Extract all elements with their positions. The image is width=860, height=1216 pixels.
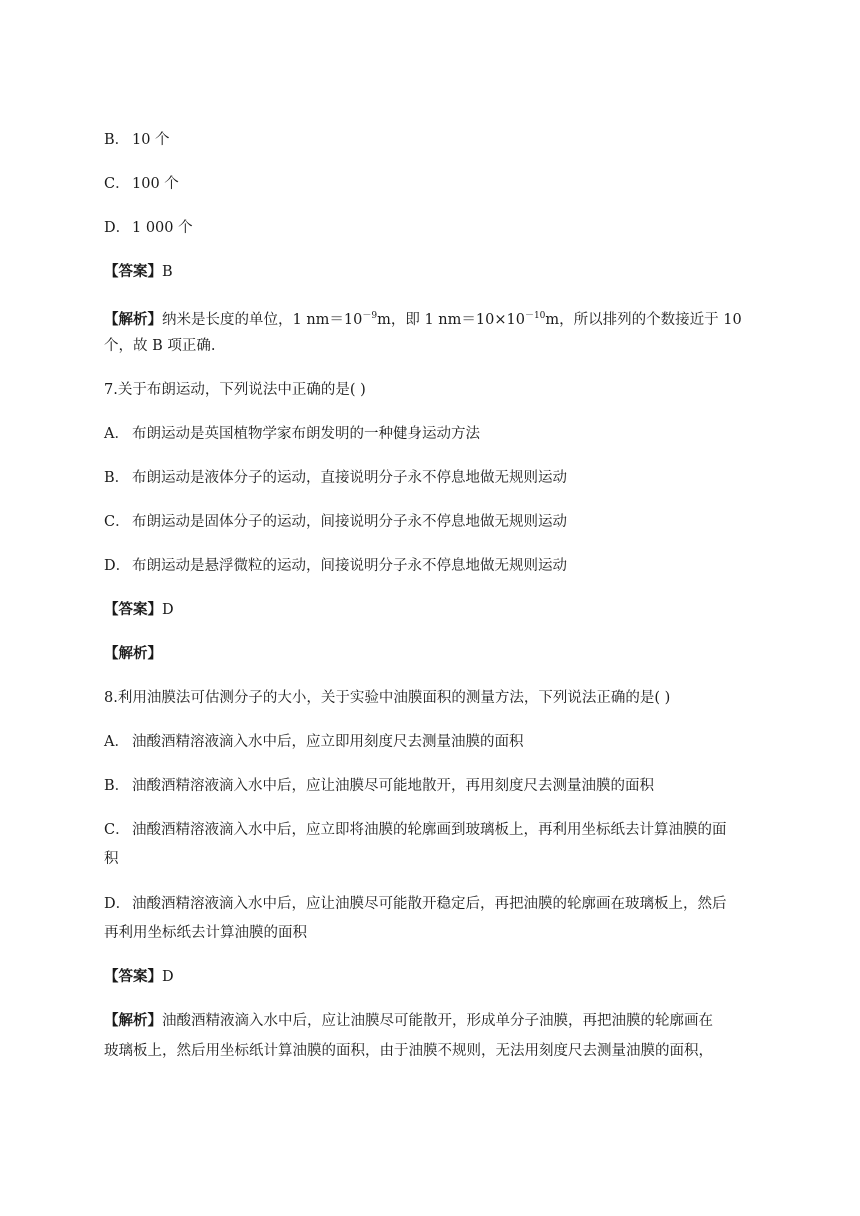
- option-letter: B．: [104, 470, 130, 486]
- option-letter: B．: [104, 778, 130, 794]
- option-text: 布朗运动是悬浮微粒的运动，间接说明分子永不停息地做无规则运动: [132, 558, 567, 574]
- analysis-text: m，即 1 nm＝10×10: [377, 312, 525, 328]
- option-text: 油酸酒精溶液滴入水中后，应立即用刻度尺去测量油膜的面积: [132, 734, 524, 750]
- q8-option-c-line1: [104, 820, 727, 840]
- option-letter: A．: [104, 734, 129, 750]
- q7-option-b: [104, 468, 567, 488]
- answer-label: 【答案】: [104, 968, 162, 985]
- option-text: 油酸酒精溶液滴入水中后，应让油膜尽可能散开稳定后，再把油膜的轮廓画在玻璃板上，然后: [132, 896, 727, 912]
- analysis-text: 油酸酒精液滴入水中后，应让油膜尽可能散开，形成单分子油膜，再把油膜的轮廓画在: [162, 1013, 713, 1029]
- option-text: 油酸酒精溶液滴入水中后，应立即将油膜的轮廓画到玻璃板上，再利用坐标纸去计算油膜的面: [132, 822, 727, 838]
- exponent: －9: [362, 311, 378, 321]
- option-letter: C．: [104, 514, 130, 530]
- q8-analysis-line1: [104, 1011, 713, 1031]
- q6-analysis-line1: [104, 306, 742, 330]
- analysis-text: m，所以排列的个数接近于 10: [545, 312, 742, 328]
- q7-analysis: [104, 644, 162, 664]
- q8-option-d-line1: [104, 894, 727, 914]
- answer-label: 【答案】: [104, 263, 162, 280]
- option-text: 布朗运动是固体分子的运动，间接说明分子永不停息地做无规则运动: [132, 514, 567, 530]
- answer-value: D: [162, 969, 174, 985]
- option-text: 100 个: [132, 176, 179, 192]
- option-letter: C．: [104, 176, 130, 192]
- q8-option-c-line2: 积: [104, 851, 119, 867]
- q7-answer: [104, 600, 174, 620]
- q8-option-d-line2: 再利用坐标纸去计算油膜的面积: [104, 925, 307, 941]
- q8-stem: 8.利用油膜法可估测分子的大小，关于实验中油膜面积的测量方法，下列说法正确的是( ): [104, 690, 671, 706]
- option-text: 1 000 个: [132, 220, 193, 236]
- q7-option-d: [104, 556, 567, 576]
- answer-label: 【答案】: [104, 601, 162, 618]
- option-letter: B．: [104, 132, 130, 148]
- q8-analysis-line2: 玻璃板上，然后用坐标纸计算油膜的面积，由于油膜不规则，无法用刻度尺去测量油膜的面积，: [104, 1043, 713, 1059]
- option-text: 10 个: [132, 132, 170, 148]
- q6-answer: [104, 262, 173, 282]
- q6-option-b: [104, 130, 170, 150]
- option-text: 油酸酒精溶液滴入水中后，应让油膜尽可能地散开，再用刻度尺去测量油膜的面积: [132, 778, 654, 794]
- option-text: 布朗运动是液体分子的运动，直接说明分子永不停息地做无规则运动: [132, 470, 567, 486]
- option-letter: C．: [104, 822, 130, 838]
- q7-option-a: [104, 424, 480, 444]
- q6-option-d: [104, 218, 193, 238]
- exponent: －10: [524, 311, 546, 321]
- answer-value: B: [162, 264, 173, 280]
- q7-option-c: [104, 512, 567, 532]
- q8-option-b: [104, 776, 654, 796]
- analysis-label: 【解析】: [104, 1012, 162, 1029]
- answer-value: D: [162, 602, 174, 618]
- analysis-label: 【解析】: [104, 311, 162, 328]
- analysis-text: 纳米是长度的单位，1 nm＝10: [162, 312, 363, 328]
- q8-option-a: [104, 732, 524, 752]
- q8-answer: [104, 967, 174, 987]
- option-letter: D．: [104, 220, 131, 236]
- option-letter: D．: [104, 558, 131, 574]
- analysis-label: 【解析】: [104, 645, 162, 662]
- option-letter: D．: [104, 896, 131, 912]
- option-letter: A．: [104, 426, 129, 442]
- q7-stem: 7.关于布朗运动，下列说法中正确的是( ): [104, 382, 366, 398]
- q6-analysis-line2: 个，故 B 项正确.: [104, 338, 216, 354]
- q6-option-c: [104, 174, 179, 194]
- option-text: 布朗运动是英国植物学家布朗发明的一种健身运动方法: [132, 426, 480, 442]
